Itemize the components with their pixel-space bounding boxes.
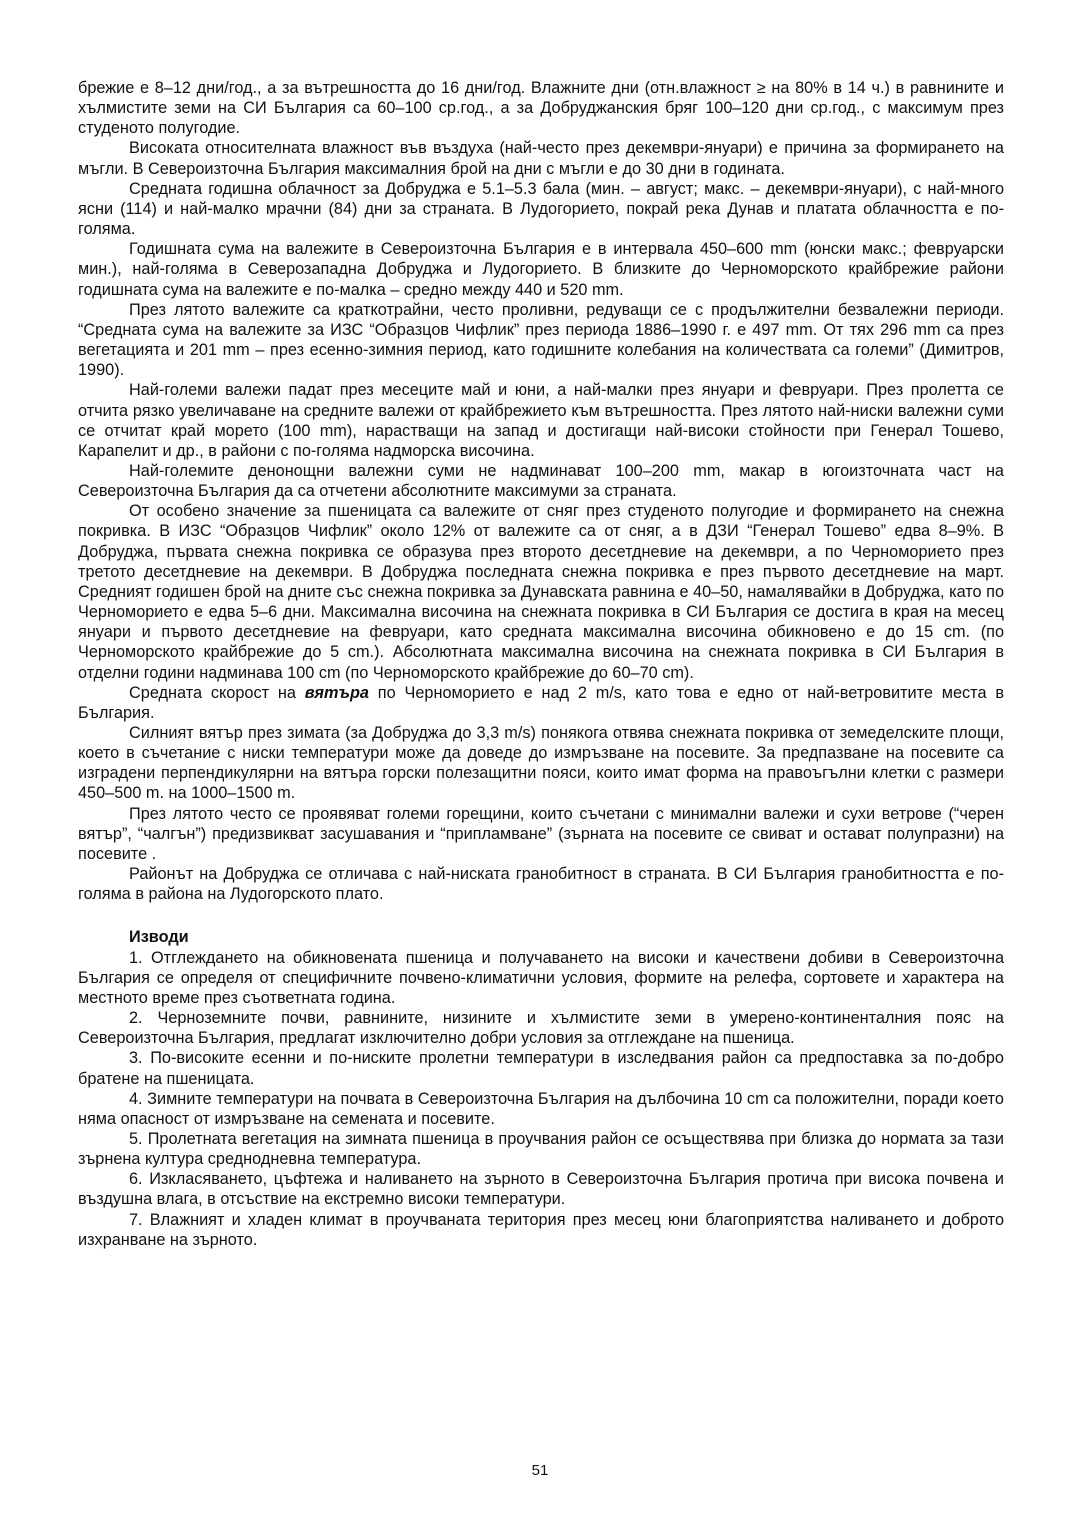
conclusion-item: 2. Черноземните почви, равнините, низините и хълмистите земи в умерено-континенталния пояс на Североизточна България, предлагат изключително добри условия за отглеждане на пшеница. (78, 1009, 1004, 1048)
paragraph-snow-cover: От особено значение за пшеницата са валежите от сняг през студеното полугодие и формирането на снежна покривка. В ИЗС “Образцов Чифлик” около 12% от валежите са от сняг, а в ДЗИ “Генерал Тошево” едва 8–9%. В Добруджа, първата снежна покривка се образува през второто десетдневие на декември, а по Черноморието през третото десетдневие на декември. В Добруджа последната снежна покривка е през първото десетдневие на март. Средният годишен брой на дните със снежна покривка за Дунавската равнина е 40–50, намалявайки в Добруджа, като по Черноморието е едва 5–6 дни. Максимална височина на снежната покривка в СИ България се достига в края на месец януари и първото десетдневие на февруари, като средната максимална височина обикновено е до 15 cm. (по Черноморското крайбрежие до 5 cm.). Абсолютната максимална височина на снежната покривка в СИ България в отделни години надминава 100 cm (по Черноморското крайбрежие до 60–70 cm). (78, 502, 1004, 682)
conclusion-item: 5. Пролетната вегетация на зимната пшеница в проучвания район се осъществява при близка до нормата за тази зърнена култура средноднeвна температура. (78, 1129, 1004, 1169)
paragraph-daily-precipitation: Най-големите денонощни валежни суми не надминават 100–200 mm, макар в югоизточната част на Североизточна България да са отчетени абсолютните максимуми за страната. (78, 461, 1004, 501)
paragraph-annual-precipitation: Годишната сума на валежите в Североизточна България е в интервала 450–600 mm (юнски макс.; февруарски мин.), най-голяма в Северозападна Добруджа и Лудогорието. В близките до Черноморското крайбрежие райони годишната сума на валежите е по-малка – средно между 440 и 520 mm. (78, 240, 1004, 299)
paragraph-summer-precipitation: През лятото валежите са краткотрайни, често проливни, редуващи се с продължителни безвалежни периоди. “Средната сума на валежите за ИЗС “Образцов Чифлик” през периода 1886–1990 г. е 497 mm. От тях 296 mm са през вегетацията и 201 mm – през есенно-зимния период, като годишните колебания на количествата са големи” (Димитров, 1990). (78, 300, 1004, 380)
conclusions-heading: Изводи (129, 928, 189, 947)
paragraph-fog: Високата относителната влажност във въздуха (най-често през декември-януари) е причина за формирането на мъгли. В Североизточна България максималния брой на дни с мъгли е до 30 дни в годината. (78, 139, 1004, 178)
paragraph-hail: Районът на Добруджа се отличава с най-ниската гранобитност в страната. В СИ България гранобитността е по-голяма в района на Лудогорското плато. (78, 865, 1004, 904)
conclusion-item: 1. Отглеждането на обикновената пшеница и получаването на високи и качествени добиви в Североизточна България се определя от специфичните почвено-климатични условия, формите на релефа, сортовете и характера на местното време през съответната година. (78, 948, 1004, 1007)
paragraph-monthly-precipitation: Най-големи валежи падат през месеците май и юни, а най-малки през януари и февруари. През пролетта се отчита рязко увеличаване на средните валежи от крайбрежието към вътрешността. През лятото най-ниски валежни суми се отчитат край морето (100 mm), нарастващи на запад и достигащи най-високи стойности при Генерал Тошево, Карапелит и др., в райони с по-голяма надморска височина. (78, 381, 1004, 460)
document-body (78, 78, 1004, 1250)
wind-keyword: вятъра (304, 683, 369, 702)
wind-text-before: Средната скорост на (129, 683, 305, 702)
paragraph-summer-heat: През лятото често се проявяват големи горещини, които съчетани с минимални валежи и сухи ветрове (“черен вятър”, “чалгън”) предизвикват засушавания и “припламване” (зърната на посевите се свиват и остават полупразни) на посевите . (78, 804, 1004, 863)
wind-text-after: по Черноморието е над 2 m/s, като това е едно от най-ветровитите места в България. (78, 683, 1004, 722)
paragraph-wind-speed (78, 683, 1004, 723)
conclusion-item: 4. Зимните температури на почвата в Североизточна България на дълбочина 10 cm са положителни, поради което няма опасност от измръзване на семената и посевите. (78, 1089, 1004, 1128)
paragraph-winter-wind: Силният вятър през зимата (за Добруджа до 3,3 m/s) понякога отвява снежната покривка от земеделските площи, което в съчетание с ниски температури може да доведе до измръзване на посевите. За предпазване на посевите са изградени перпендикулярни на вятъра горски полезащитни пояси, които имат форма на правоъгълни клетки с размери 450–500 m. на 1000–1500 m. (78, 724, 1004, 803)
conclusion-item: 7. Влажният и хладен климат в проучваната територия през месец юни благоприятства наливането и доброто изхранване на зърното. (78, 1210, 1004, 1249)
paragraph-cloudiness: Средната годишна облачност за Добруджа е 5.1–5.3 бала (мин. – август; макс. – декември-януари), с най-много ясни (114) и най-малко мрачни (84) дни за страната. В Лудогорието, покрай река Дунав и платата облачността е по-голяма. (78, 179, 1004, 239)
conclusion-item: 3. По-високите есенни и по-ниските пролетни температури в изследвания район са предпоставка за по-добро братене на пшеницата. (78, 1049, 1004, 1088)
page-number: 51 (531, 1462, 549, 1479)
conclusion-item: 6. Изкласяването, цъфтежа и наливането на зърното в Североизточна България протича при висока почвена и въздушна влага, в отсъствие на екстремно високи температури. (78, 1170, 1004, 1209)
paragraph-humid-days: брежие е 8–12 дни/год., а за вътрешността до 16 дни/год. Влажните дни (отн.влажност ≥ на 80% в 14 ч.) в равнините и хълмистите земи на СИ България са 60–100 ср.год., а за Добруджанския бряг 100–120 дни ср.год., с максимум през студеното полугодие. (78, 79, 1004, 138)
